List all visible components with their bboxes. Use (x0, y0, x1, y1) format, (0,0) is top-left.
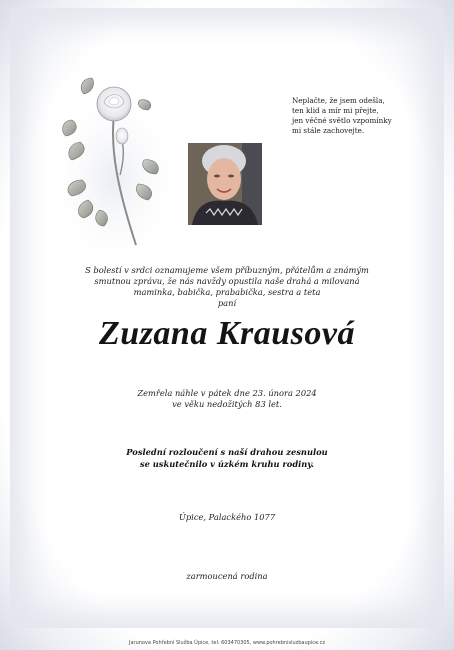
farewell-ceremony-note (60, 446, 394, 470)
farewell-line: se uskutečnilo v úzkém kruhu rodiny. (139, 459, 315, 469)
death-line: Zemřela náhle v pátek dne 23. února 2024 (137, 388, 317, 398)
family-address: Úpice, Palackého 1077 (178, 512, 276, 522)
farewell-quote (292, 96, 432, 136)
portrait-photo (188, 143, 262, 225)
death-details (60, 388, 394, 410)
announcement-line: S bolestí v srdci oznamujeme všem příbuzným, přátelům a známým (85, 265, 369, 275)
rose-illustration (52, 60, 182, 255)
quote-line: Neplačte, že jsem odešla, (292, 96, 385, 105)
announcement-line: paní (217, 298, 237, 308)
announcement-line: smutnou zprávu, že nás navždy opustila naše drahá a milovaná (94, 276, 360, 286)
quote-line: jen věčné světlo vzpomínky (292, 116, 392, 125)
farewell-line: Poslední rozloučení s naší drahou zesnulou (126, 447, 328, 457)
funeral-service-footer: Jarunova Pohřební Služba Úpice, tel: 603470305, www.pohrebnisluzbaupice.cz (128, 640, 326, 646)
announcement-line: maminka, babička, prababička, sestra a teta (133, 287, 321, 297)
family-signature: zarmoucená rodina (186, 571, 268, 581)
deceased-name: Zuzana Krausová (99, 315, 355, 352)
quote-line: mi stále zachovejte. (292, 126, 365, 135)
quote-line: ten klid a mír mi přejte, (292, 106, 379, 115)
announcement-text (60, 265, 394, 309)
death-line: ve věku nedožitých 83 let. (172, 399, 282, 409)
